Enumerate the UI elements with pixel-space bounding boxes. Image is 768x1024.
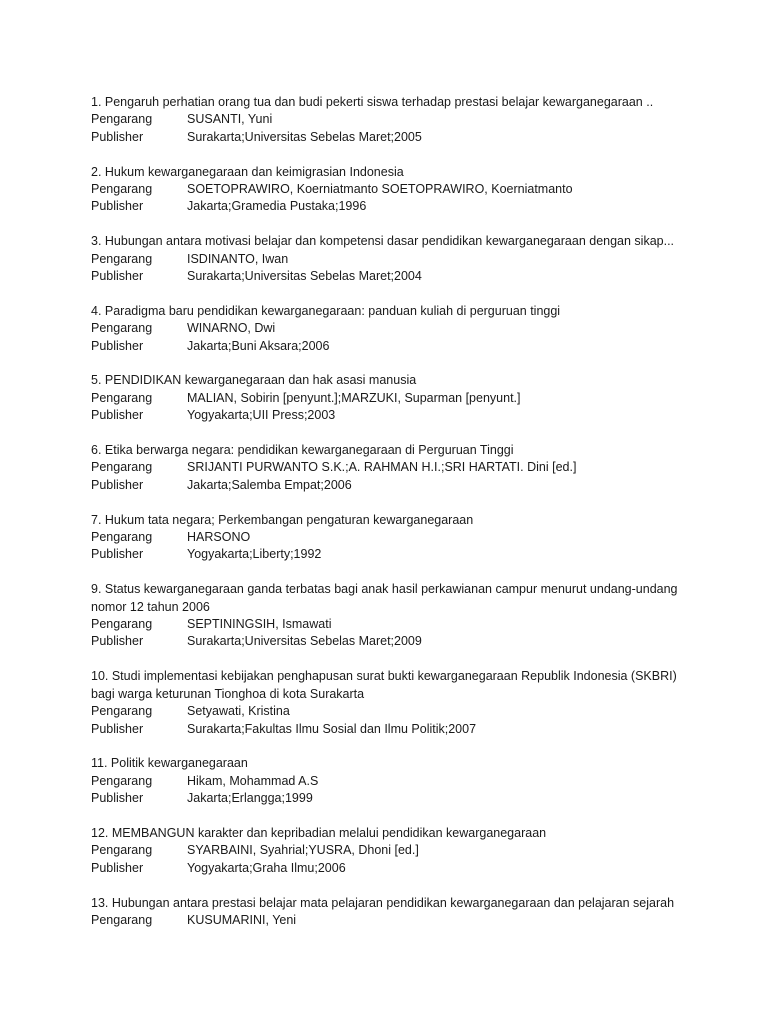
entry-author-row	[91, 529, 691, 546]
entry-publisher-row	[91, 198, 691, 215]
entry-author-row	[91, 320, 691, 337]
entry-author-value: SRIJANTI PURWANTO S.K.;A. RAHMAN H.I.;SRI HARTATI. Dini [ed.]	[187, 460, 577, 475]
entry-author-row	[91, 390, 691, 407]
entry-author-row	[91, 773, 691, 790]
entry-publisher-row	[91, 477, 691, 494]
entry-author-value: SYARBAINI, Syahrial;YUSRA, Dhoni [ed.]	[187, 843, 419, 858]
entry-publisher-label: Publisher	[91, 408, 144, 423]
entry-author-label: Pengarang	[91, 530, 153, 545]
entry-author-value: SOETOPRAWIRO, Koerniatmanto SOETOPRAWIRO, Koerniatmanto	[187, 182, 573, 197]
entry-author-label: Pengarang	[91, 182, 153, 197]
entry-title: 10. Studi implementasi kebijakan penghapusan surat bukti kewarganegaraan Republik Indonesia (SKBRI) bagi warga keturunan Tionghoa di kota Surakarta	[91, 669, 677, 701]
entry-author-row	[91, 616, 691, 633]
entry-author-value: KUSUMARINI, Yeni	[187, 912, 297, 927]
entry-title: 7. Hukum tata negara; Perkembangan pengaturan kewarganegaraan	[91, 512, 474, 527]
bibliography-entry	[91, 755, 691, 807]
bibliography-entry	[91, 164, 691, 216]
entry-author-value: SEPTININGSIH, Ismawati	[187, 617, 332, 632]
entry-author-label: Pengarang	[91, 251, 153, 266]
entry-author-label: Pengarang	[91, 617, 153, 632]
entry-author-label: Pengarang	[91, 390, 153, 405]
entry-title: 4. Paradigma baru pendidikan kewarganegaraan: panduan kuliah di perguruan tinggi	[91, 303, 561, 318]
entry-publisher-row	[91, 546, 691, 563]
entry-publisher-row	[91, 268, 691, 285]
entry-publisher-row	[91, 407, 691, 424]
entry-publisher-label: Publisher	[91, 477, 144, 492]
entry-title: 13. Hubungan antara prestasi belajar mata pelajaran pendidikan kewarganegaraan dan pelajaran sejarah	[91, 895, 675, 910]
entry-title: 1. Pengaruh perhatian orang tua dan budi pekerti siswa terhadap prestasi belajar kewarganegaraan ..	[91, 95, 654, 109]
entry-publisher-value: Yogyakarta;Liberty;1992	[187, 547, 322, 562]
entry-publisher-row	[91, 338, 691, 355]
entry-author-value: MALIAN, Sobirin [penyunt.];MARZUKI, Suparman [penyunt.]	[187, 390, 521, 405]
bibliography-entry	[91, 303, 691, 355]
entry-author-value: Setyawati, Kristina	[187, 704, 290, 719]
entry-author-row	[91, 912, 691, 929]
entry-publisher-row	[91, 860, 691, 877]
entry-author-label: Pengarang	[91, 704, 153, 719]
entry-author-value: HARSONO	[187, 530, 251, 545]
entry-publisher-label: Publisher	[91, 199, 144, 214]
entry-publisher-row	[91, 633, 691, 650]
entry-author-row	[91, 459, 691, 476]
entry-author-value: Hikam, Mohammad A.S	[187, 773, 319, 788]
entry-publisher-value: Yogyakarta;UII Press;2003	[187, 408, 336, 423]
bibliography-entry	[91, 668, 691, 738]
bibliography-entry	[91, 512, 691, 564]
entry-author-value: SUSANTI, Yuni	[187, 112, 273, 127]
bibliography-entry	[91, 94, 691, 146]
entry-author-row	[91, 842, 691, 859]
entry-title: 12. MEMBANGUN karakter dan kepribadian melalui pendidikan kewarganegaraan	[91, 825, 547, 840]
entry-title: 3. Hubungan antara motivasi belajar dan kompetensi dasar pendidikan kewarganegaraan dengan sikap...	[91, 234, 675, 249]
entry-title: 2. Hukum kewarganegaraan dan keimigrasian Indonesia	[91, 164, 404, 179]
entry-publisher-label: Publisher	[91, 129, 144, 144]
entry-title: 9. Status kewarganegaraan ganda terbatas bagi anak hasil perkawianan campur menurut undang-undang nomor 12 tahun 2006	[91, 582, 678, 614]
entry-title: 5. PENDIDIKAN kewarganegaraan dan hak asasi manusia	[91, 373, 417, 388]
entry-author-label: Pengarang	[91, 460, 153, 475]
entry-publisher-row	[91, 129, 691, 146]
bibliography-entry	[91, 895, 691, 930]
entry-publisher-label: Publisher	[91, 547, 144, 562]
entry-author-label: Pengarang	[91, 843, 153, 858]
entry-author-label: Pengarang	[91, 912, 153, 927]
entry-publisher-label: Publisher	[91, 721, 144, 736]
bibliography-entry	[91, 825, 691, 877]
entry-publisher-value: Surakarta;Universitas Sebelas Maret;2004	[187, 269, 422, 284]
entry-title: 11. Politik kewarganegaraan	[91, 756, 248, 771]
bibliography-list	[91, 94, 691, 947]
entry-publisher-value: Jakarta;Buni Aksara;2006	[187, 338, 330, 353]
entry-author-row	[91, 703, 691, 720]
bibliography-entry	[91, 233, 691, 285]
entry-author-label: Pengarang	[91, 112, 153, 127]
entry-author-row	[91, 181, 691, 198]
bibliography-entry	[91, 372, 691, 424]
entry-author-row	[91, 251, 691, 268]
entry-publisher-label: Publisher	[91, 269, 144, 284]
entry-publisher-value: Jakarta;Salemba Empat;2006	[187, 477, 352, 492]
entry-publisher-row	[91, 790, 691, 807]
bibliography-entry	[91, 581, 691, 651]
entry-author-label: Pengarang	[91, 773, 153, 788]
entry-publisher-label: Publisher	[91, 791, 144, 806]
entry-title: 6. Etika berwarga negara: pendidikan kewarganegaraan di Perguruan Tinggi	[91, 443, 514, 458]
entry-author-value: WINARNO, Dwi	[187, 321, 276, 336]
entry-publisher-label: Publisher	[91, 634, 144, 649]
entry-publisher-label: Publisher	[91, 338, 144, 353]
entry-publisher-value: Jakarta;Erlangga;1999	[187, 791, 313, 806]
entry-author-row	[91, 111, 691, 128]
entry-publisher-label: Publisher	[91, 860, 144, 875]
entry-publisher-row	[91, 721, 691, 738]
bibliography-entry	[91, 442, 691, 494]
entry-author-value: ISDINANTO, Iwan	[187, 251, 289, 266]
entry-publisher-value: Surakarta;Universitas Sebelas Maret;2009	[187, 634, 422, 649]
entry-publisher-value: Yogyakarta;Graha Ilmu;2006	[187, 860, 346, 875]
entry-author-label: Pengarang	[91, 321, 153, 336]
entry-publisher-value: Surakarta;Universitas Sebelas Maret;2005	[187, 129, 422, 144]
entry-publisher-value: Surakarta;Fakultas Ilmu Sosial dan Ilmu Politik;2007	[187, 721, 477, 736]
entry-publisher-value: Jakarta;Gramedia Pustaka;1996	[187, 199, 367, 214]
